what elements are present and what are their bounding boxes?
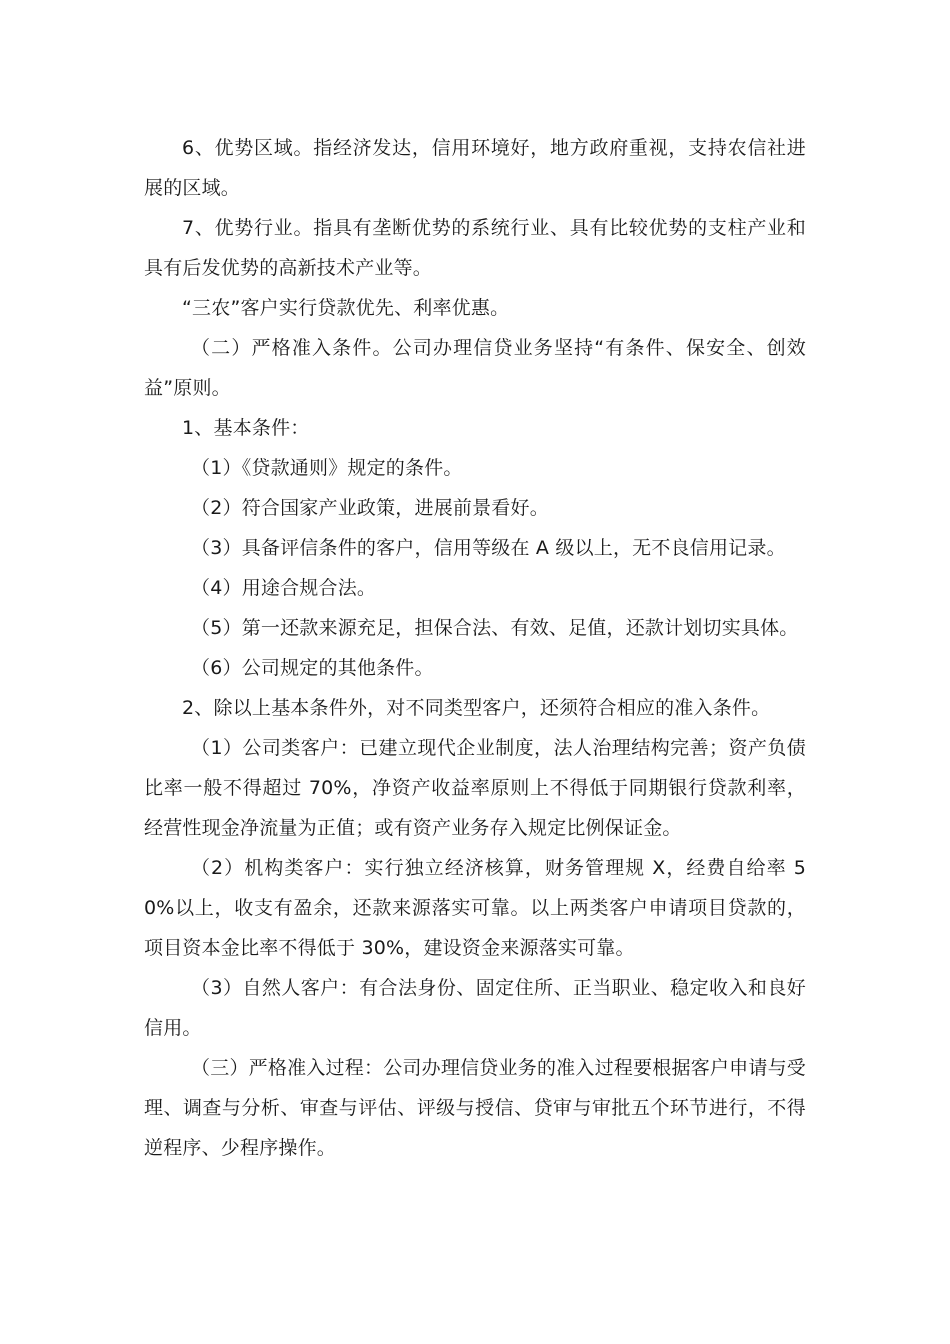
document-body (144, 128, 806, 1168)
list-item-condition-5: （5）第一还款来源充足，担保合法、有效、足值，还款计划切实具体。 (191, 617, 799, 639)
paragraph-advantage-industry: 7、优势行业。指具有垄断优势的系统行业、具有比较优势的支柱产业和具有后发优势的高新技术产业等。 (144, 217, 806, 279)
paragraph-basic-conditions-heading: 1、基本条件： (182, 417, 310, 439)
list-item-condition-2: （2）符合国家产业政策，进展前景看好。 (191, 497, 549, 519)
list-item-institution-clients: （2）机构类客户：实行独立经济核算，财务管理规 X，经费自给率 50%以上，收支有盈余，还款来源落实可靠。以上两类客户申请项目贷款的，项目资本金比率不得低于 30%，建设资金来源落实可靠。 (144, 857, 806, 959)
list-item-company-clients: （1）公司类客户：已建立现代企业制度，法人治理结构完善；资产负债比率一般不得超过 70%，净资产收益率原则上不得低于同期银行贷款利率，经营性现金净流量为正值；或有资产业务存入规定比例保证金。 (144, 737, 806, 839)
paragraph-additional-conditions: 2、除以上基本条件外，对不同类型客户，还须符合相应的准入条件。 (182, 697, 771, 719)
list-item-individual-clients: （3）自然人客户：有合法身份、固定住所、正当职业、稳定收入和良好信用。 (144, 977, 806, 1039)
list-item-condition-1: （1）《贷款通则》规定的条件。 (191, 457, 463, 479)
paragraph-advantage-region: 6、优势区域。指经济发达，信用环境好，地方政府重视，支持农信社进展的区域。 (144, 137, 806, 199)
list-item-condition-3: （3）具备评信条件的客户，信用等级在 A 级以上，无不良信用记录。 (191, 537, 786, 559)
paragraph-strict-access-conditions: （二）严格准入条件。公司办理信贷业务坚持“有条件、保安全、创效益”原则。 (144, 337, 806, 399)
paragraph-strict-access-process: （三）严格准入过程：公司办理信贷业务的准入过程要根据客户申请与受理、调查与分析、审查与评估、评级与授信、贷审与审批五个环节进行，不得逆程序、少程序操作。 (144, 1057, 806, 1159)
paragraph-sannong-priority: “三农”客户实行贷款优先、利率优惠。 (182, 297, 510, 319)
list-item-condition-6: （6）公司规定的其他条件。 (191, 657, 434, 679)
list-item-condition-4: （4）用途合规合法。 (191, 577, 377, 599)
